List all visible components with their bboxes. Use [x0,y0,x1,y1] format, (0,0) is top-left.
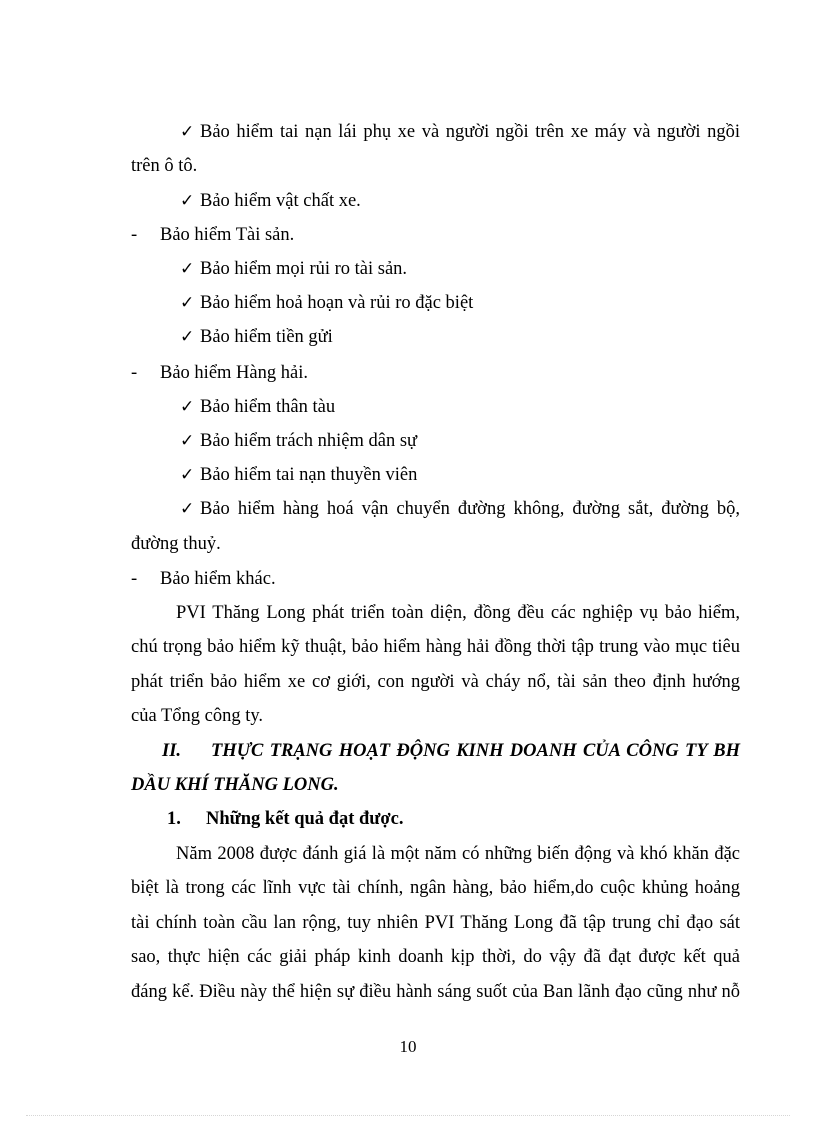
section-number: II. [162,741,182,761]
paragraph-line: sao, thực hiện các giải pháp kinh doanh kịp thời, do vậy đã đạt được kết quả [131,947,740,967]
checkmark-icon: ✓ [180,327,195,347]
item-text: Bảo hiểm khác. [160,569,276,589]
check-item [180,294,473,313]
item-text: Bảo hiểm Hàng hải. [160,363,308,383]
subsection-heading: Những kết quả đạt được. [206,809,404,829]
page-bottom-divider [26,1115,790,1116]
item-text: Bảo hiểm vật chất xe. [200,191,361,211]
page-number: 10 [399,1037,417,1056]
check-item [180,466,417,485]
paragraph-line: Năm 2008 được đánh giá là một năm có những biến động và khó khăn đặc [176,844,740,864]
dash-item [131,570,276,589]
paragraph-line: tài chính toàn cầu lan rộng, tuy nhiên PVI Thăng Long đã tập trung chỉ đạo sát [131,913,740,933]
checkmark-icon: ✓ [180,259,195,279]
item-text: Bảo hiểm hoả hoạn và rủi ro đặc biệt [200,293,474,313]
dash-item [131,364,308,383]
dash-item [131,226,294,245]
checkmark-icon: ✓ [180,431,195,451]
paragraph-line: chú trọng bảo hiểm kỹ thuật, bảo hiểm hàng hải đồng thời tập trung vào mục tiêu [131,637,740,657]
checkmark-icon: ✓ [180,465,195,485]
item-text: Bảo hiểm hàng hoá vận chuyển đường không, đường sắt, đường bộ, [200,499,740,519]
item-text: Bảo hiểm tai nạn thuyền viên [200,465,418,485]
paragraph-line: PVI Thăng Long phát triển toàn diện, đồng đều các nghiệp vụ bảo hiểm, [176,603,740,623]
dash-bullet: - [131,225,138,245]
item-text: Bảo hiểm mọi rủi ro tài sản. [200,259,408,279]
item-text: Bảo hiểm trách nhiệm dân sự [200,431,418,451]
continuation-line: trên ô tô. [131,156,198,176]
check-item [180,260,407,279]
continuation-line: đường thuỷ. [131,534,221,554]
checkmark-icon: ✓ [180,293,195,313]
paragraph-line: biệt là trong các lĩnh vực tài chính, ngân hàng, bảo hiểm,do cuộc khủng hoảng [131,878,740,898]
paragraph-line: phát triển bảo hiểm xe cơ giới, con người và cháy nổ, tài sản theo định hướng [131,672,740,692]
checkmark-icon: ✓ [180,122,195,142]
checkmark-icon: ✓ [180,499,195,519]
check-item [180,328,333,347]
check-item [180,398,335,417]
check-item [180,192,361,211]
item-text: Bảo hiểm thân tàu [200,397,336,417]
dash-bullet: - [131,363,138,383]
item-text: Bảo hiểm tai nạn lái phụ xe và người ngồi trên xe máy và người ngồi [200,122,740,142]
paragraph-line: của Tổng công ty. [131,706,264,726]
dash-bullet: - [131,569,138,589]
section-heading-continuation: DẦU KHÍ THĂNG LONG. [131,775,339,795]
check-item [180,432,417,451]
subsection-number: 1. [167,809,181,829]
checkmark-icon: ✓ [180,191,195,211]
item-text: Bảo hiểm Tài sản. [160,225,295,245]
paragraph-line: đáng kể. Điều này thể hiện sự điều hành sáng suốt của Ban lãnh đạo cũng như nỗ [131,982,740,1002]
check-item [180,123,740,142]
check-item [180,500,740,519]
checkmark-icon: ✓ [180,397,195,417]
item-text: Bảo hiểm tiền gửi [200,327,333,347]
section-heading: THỰC TRẠNG HOẠT ĐỘNG KINH DOANH CỦA CÔNG TY BH [211,741,740,761]
